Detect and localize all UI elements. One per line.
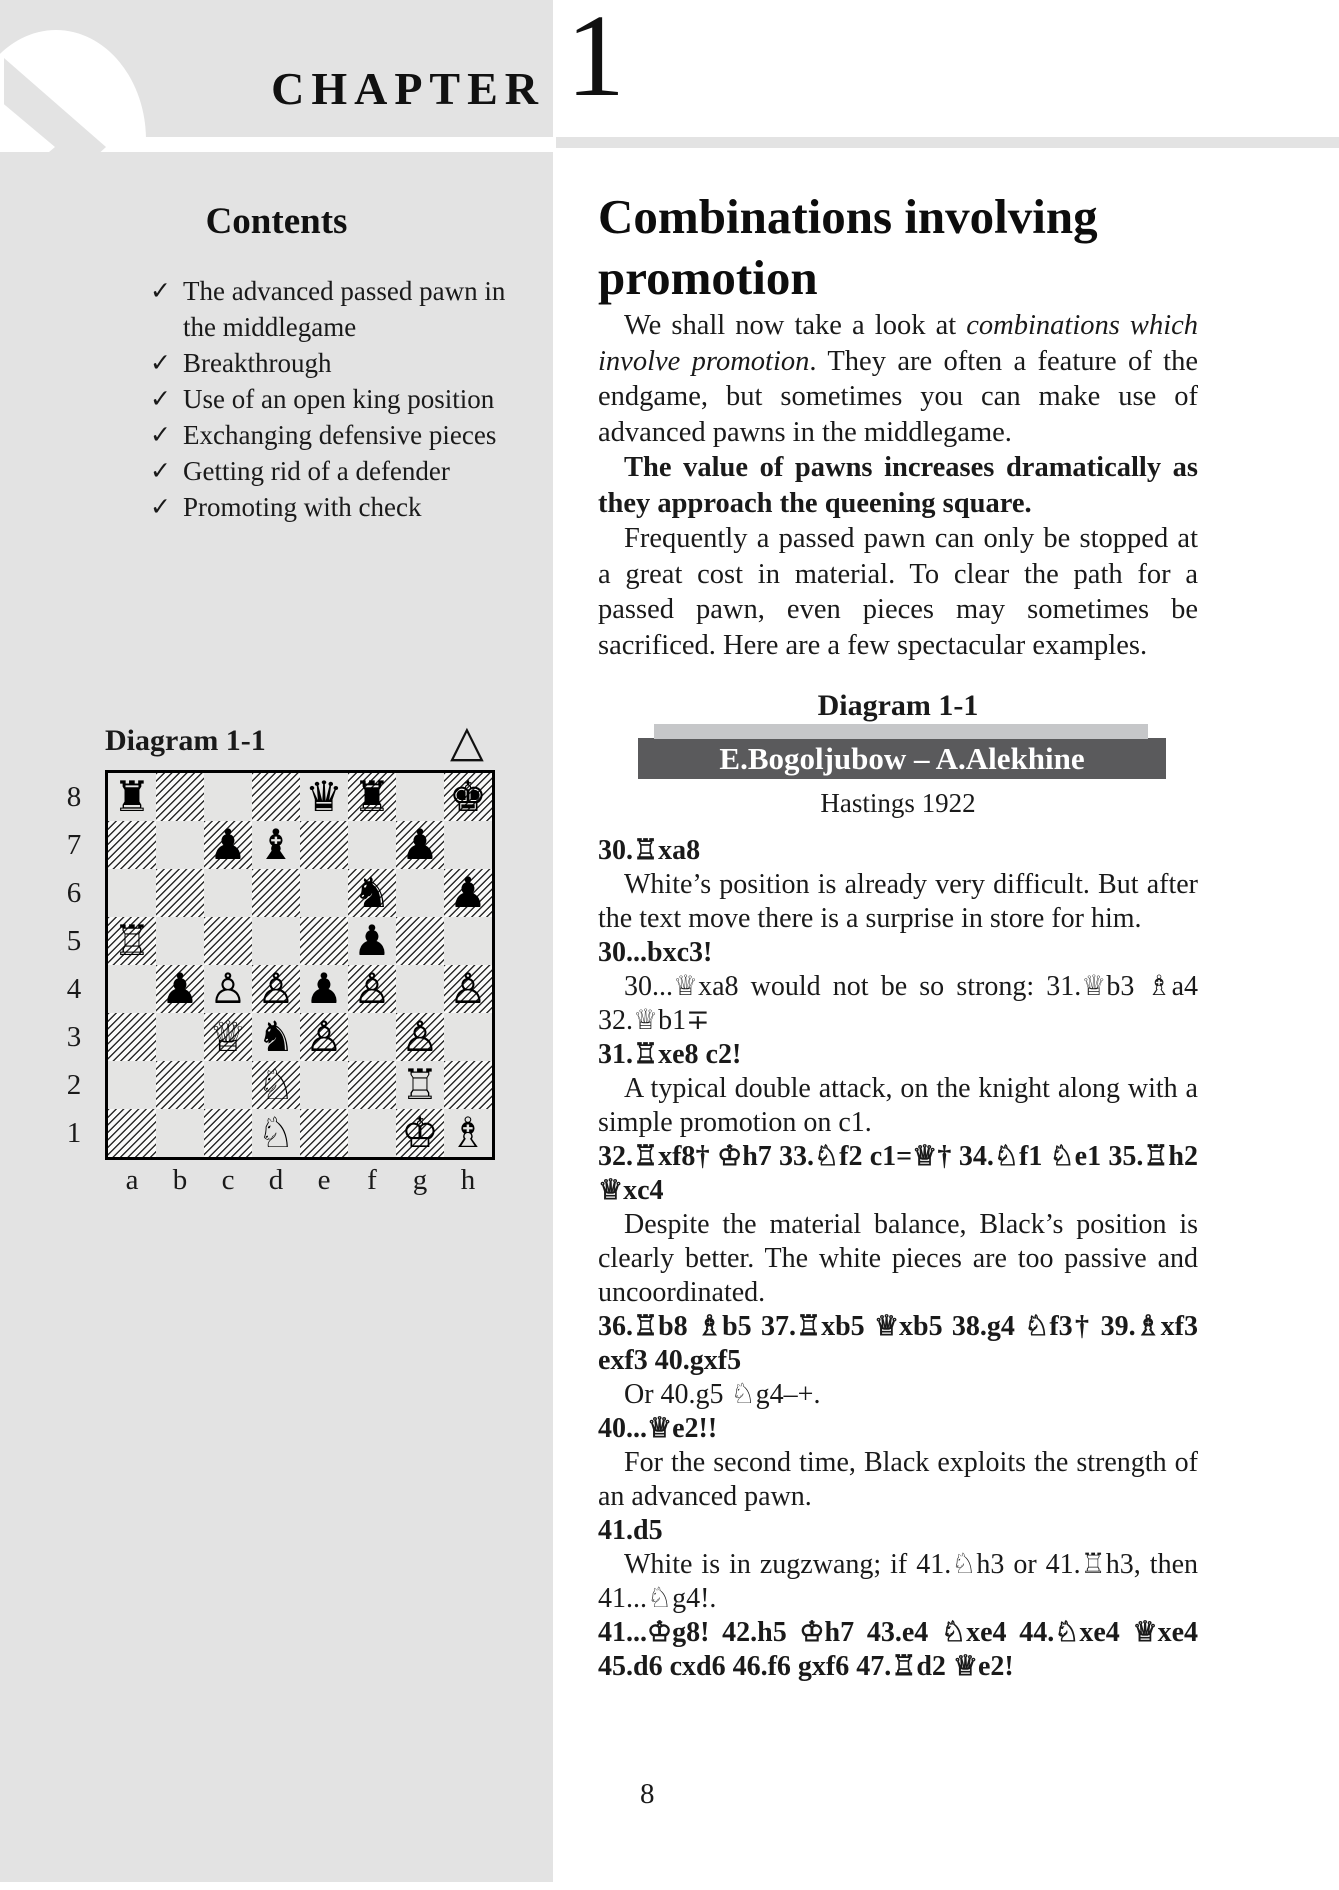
contents-item bbox=[150, 489, 528, 525]
file-label-e: e bbox=[317, 1164, 331, 1196]
square-f1 bbox=[348, 1109, 396, 1157]
commentary-paragraph: Despite the material balance, Black’s position is clearly better. The white pieces are too passive and uncoordinated. bbox=[598, 1209, 1198, 1308]
piece-n: ♞ bbox=[353, 868, 391, 917]
contents-list bbox=[0, 273, 553, 525]
chess-board bbox=[105, 770, 495, 1160]
square-g2 bbox=[396, 1061, 444, 1109]
square-e8 bbox=[300, 773, 348, 821]
contents-item-label: Breakthrough bbox=[183, 348, 332, 378]
square-d6 bbox=[252, 869, 300, 917]
intro-paragraph bbox=[598, 308, 1198, 450]
moves-section bbox=[598, 834, 1198, 1684]
game-players: E.Bogoljubow – A.Alekhine bbox=[719, 741, 1085, 776]
square-g1 bbox=[396, 1109, 444, 1157]
piece-P: ♙ bbox=[305, 1012, 343, 1061]
square-c7 bbox=[204, 821, 252, 869]
square-f8 bbox=[348, 773, 396, 821]
intro-italic: combinations which involve promotion bbox=[598, 310, 1199, 377]
contents-item bbox=[150, 417, 528, 453]
square-h4 bbox=[444, 965, 492, 1013]
file-label-a: a bbox=[125, 1164, 139, 1196]
piece-P: ♙ bbox=[401, 1012, 439, 1061]
commentary-paragraph: A typical double attack, on the knight along with a simple promotion on c1. bbox=[598, 1073, 1198, 1138]
square-h5 bbox=[444, 917, 492, 965]
square-a7 bbox=[108, 821, 156, 869]
contents-item-label: Exchanging defensive pieces bbox=[183, 420, 497, 450]
square-d5 bbox=[252, 917, 300, 965]
square-c5 bbox=[204, 917, 252, 965]
piece-q: ♛ bbox=[305, 772, 343, 821]
diagram-heading: Diagram 1-1 bbox=[817, 689, 979, 722]
contents-item-label: Promoting with check bbox=[183, 492, 422, 522]
square-e6 bbox=[300, 869, 348, 917]
piece-p: ♟ bbox=[449, 868, 487, 917]
square-e1 bbox=[300, 1109, 348, 1157]
rank-label-7: 7 bbox=[66, 829, 82, 861]
chapter-number: 1 bbox=[566, 0, 625, 121]
contents-title: Contents bbox=[205, 201, 348, 242]
square-b6 bbox=[156, 869, 204, 917]
square-h7 bbox=[444, 821, 492, 869]
square-e4 bbox=[300, 965, 348, 1013]
rank-labels bbox=[56, 773, 92, 1157]
file-label-c: c bbox=[221, 1164, 235, 1196]
square-c6 bbox=[204, 869, 252, 917]
contents-item-label: Use of an open king position bbox=[183, 384, 495, 414]
square-g8 bbox=[396, 773, 444, 821]
rank-label-8: 8 bbox=[66, 781, 82, 813]
page-title: Combinations involving promotion bbox=[598, 189, 1098, 305]
square-f4 bbox=[348, 965, 396, 1013]
square-e3 bbox=[300, 1013, 348, 1061]
variation-paragraph: Or 40.g5 ♘g4–+. bbox=[624, 1379, 821, 1410]
square-d3 bbox=[252, 1013, 300, 1061]
commentary-paragraph: White’s position is already very difficult. But after the text move there is a surprise in store for him. bbox=[598, 869, 1198, 934]
square-c1 bbox=[204, 1109, 252, 1157]
commentary-paragraph: For the second time, Black exploits the strength of an advanced pawn. bbox=[598, 1447, 1198, 1512]
file-label-h: h bbox=[460, 1164, 476, 1196]
move-line: 36.♖b8 ♗b5 37.♖xb5 ♕xb5 38.g4 ♘f3† 39.♗xf3 exf3 40.gxf5 bbox=[598, 1311, 1198, 1376]
page-number: 8 bbox=[640, 1778, 655, 1810]
square-a1 bbox=[108, 1109, 156, 1157]
piece-P: ♙ bbox=[257, 964, 295, 1013]
intro-tail: . They are often a feature of the endgame, but sometimes you can make use of advanced pawns in the middlegame. bbox=[598, 345, 1198, 448]
square-f2 bbox=[348, 1061, 396, 1109]
rank-label-5: 5 bbox=[66, 925, 82, 957]
square-c2 bbox=[204, 1061, 252, 1109]
checkmark-icon: ✓ bbox=[150, 384, 171, 413]
square-g7 bbox=[396, 821, 444, 869]
square-a6 bbox=[108, 869, 156, 917]
square-b5 bbox=[156, 917, 204, 965]
rank-label-1: 1 bbox=[66, 1117, 82, 1149]
rank-label-6: 6 bbox=[66, 877, 82, 909]
contents-item-label: The advanced passed pawn in the middlegame bbox=[183, 276, 506, 342]
game-header-shadow bbox=[654, 724, 1148, 739]
square-g4 bbox=[396, 965, 444, 1013]
piece-p: ♟ bbox=[161, 964, 199, 1013]
piece-K: ♔ bbox=[401, 1108, 439, 1157]
move-line: 31.♖xe8 c2! bbox=[598, 1039, 742, 1070]
square-b1 bbox=[156, 1109, 204, 1157]
piece-p: ♟ bbox=[209, 820, 247, 869]
square-b4 bbox=[156, 965, 204, 1013]
square-h8 bbox=[444, 773, 492, 821]
piece-n: ♞ bbox=[257, 1012, 295, 1061]
contents-item bbox=[150, 381, 528, 417]
square-d2 bbox=[252, 1061, 300, 1109]
rank-label-3: 3 bbox=[66, 1021, 82, 1053]
contents-item bbox=[150, 273, 528, 345]
square-g5 bbox=[396, 917, 444, 965]
checkmark-icon: ✓ bbox=[150, 348, 171, 377]
move-line: 41.d5 bbox=[598, 1515, 663, 1546]
white-to-move-icon: △ bbox=[450, 716, 484, 767]
sidebar-diagram-label: Diagram 1-1 bbox=[105, 724, 266, 757]
square-a5 bbox=[108, 917, 156, 965]
square-b7 bbox=[156, 821, 204, 869]
checkmark-icon: ✓ bbox=[150, 420, 171, 449]
rank-label-2: 2 bbox=[66, 1069, 82, 1101]
square-b2 bbox=[156, 1061, 204, 1109]
square-a2 bbox=[108, 1061, 156, 1109]
contents-item bbox=[150, 345, 528, 381]
piece-N: ♘ bbox=[257, 1108, 295, 1157]
checkmark-icon: ✓ bbox=[150, 456, 171, 485]
piece-R: ♖ bbox=[113, 916, 151, 965]
square-f6 bbox=[348, 869, 396, 917]
chapter-word: CHAPTER bbox=[271, 63, 545, 114]
contents-item-label: Getting rid of a defender bbox=[183, 456, 450, 486]
piece-P: ♙ bbox=[449, 964, 487, 1013]
file-label-b: b bbox=[172, 1164, 188, 1196]
square-d7 bbox=[252, 821, 300, 869]
piece-P: ♙ bbox=[209, 964, 247, 1013]
square-h1 bbox=[444, 1109, 492, 1157]
square-b3 bbox=[156, 1013, 204, 1061]
square-e2 bbox=[300, 1061, 348, 1109]
square-d1 bbox=[252, 1109, 300, 1157]
move-line: 41...♔g8! 42.h5 ♔h7 43.e4 ♘xe4 44.♘xe4 ♕xe4 45.d6 cxd6 46.f6 gxf6 47.♖d2 ♕e2! bbox=[598, 1617, 1198, 1682]
piece-R: ♖ bbox=[401, 1060, 439, 1109]
move-line: 30...bxc3! bbox=[598, 937, 713, 968]
piece-r: ♜ bbox=[113, 772, 151, 821]
square-h3 bbox=[444, 1013, 492, 1061]
square-g6 bbox=[396, 869, 444, 917]
piece-p: ♟ bbox=[353, 916, 391, 965]
piece-Q: ♕ bbox=[209, 1012, 247, 1061]
piece-k: ♚ bbox=[449, 772, 487, 821]
variation-paragraph: 30...♕xa8 would not be so strong: 31.♕b3 ♗a4 32.♕b1∓ bbox=[598, 971, 1198, 1036]
square-d8 bbox=[252, 773, 300, 821]
square-g3 bbox=[396, 1013, 444, 1061]
square-f5 bbox=[348, 917, 396, 965]
square-h6 bbox=[444, 869, 492, 917]
piece-r: ♜ bbox=[353, 772, 391, 821]
rank-label-4: 4 bbox=[66, 973, 82, 1005]
square-e5 bbox=[300, 917, 348, 965]
square-a8 bbox=[108, 773, 156, 821]
game-header-bar bbox=[638, 738, 1166, 779]
piece-N: ♘ bbox=[257, 1060, 295, 1109]
square-f3 bbox=[348, 1013, 396, 1061]
file-label-g: g bbox=[412, 1164, 428, 1196]
file-label-f: f bbox=[367, 1164, 377, 1196]
square-b8 bbox=[156, 773, 204, 821]
move-line: 32.♖xf8† ♔h7 33.♘f2 c1=♕† 34.♘f1 ♘e1 35.♖h2 ♕xc4 bbox=[598, 1141, 1198, 1206]
bold-statement: The value of pawns increases dramatically as they approach the queening square. bbox=[598, 452, 1198, 519]
game-venue: Hastings 1922 bbox=[820, 788, 976, 818]
piece-P: ♙ bbox=[353, 964, 391, 1013]
checkmark-icon: ✓ bbox=[150, 492, 171, 521]
square-a3 bbox=[108, 1013, 156, 1061]
move-line: 40...♕e2!! bbox=[598, 1413, 718, 1444]
file-labels bbox=[108, 1164, 492, 1197]
move-line: 30.♖xa8 bbox=[598, 835, 701, 866]
square-c4 bbox=[204, 965, 252, 1013]
file-label-d: d bbox=[268, 1164, 284, 1196]
intro-lead: We shall now take a look at bbox=[624, 310, 967, 341]
square-h2 bbox=[444, 1061, 492, 1109]
piece-p: ♟ bbox=[305, 964, 343, 1013]
commentary-paragraph: Frequently a passed pawn can only be stopped at a great cost in material. To clear the path for a passed pawn, even pieces may sometimes be sacrificed. Here are a few spectacular examples. bbox=[598, 523, 1198, 661]
commentary-paragraph: White is in zugzwang; if 41.♘h3 or 41.♖h3, then 41...♘g4!. bbox=[598, 1549, 1198, 1614]
square-e7 bbox=[300, 821, 348, 869]
square-d4 bbox=[252, 965, 300, 1013]
square-f7 bbox=[348, 821, 396, 869]
piece-b: ♝ bbox=[257, 820, 295, 869]
square-c3 bbox=[204, 1013, 252, 1061]
square-c8 bbox=[204, 773, 252, 821]
main-column bbox=[598, 0, 1198, 1684]
square-a4 bbox=[108, 965, 156, 1013]
checkmark-icon: ✓ bbox=[150, 276, 171, 305]
piece-B: ♗ bbox=[449, 1108, 487, 1157]
piece-p: ♟ bbox=[401, 820, 439, 869]
contents-item bbox=[150, 453, 528, 489]
